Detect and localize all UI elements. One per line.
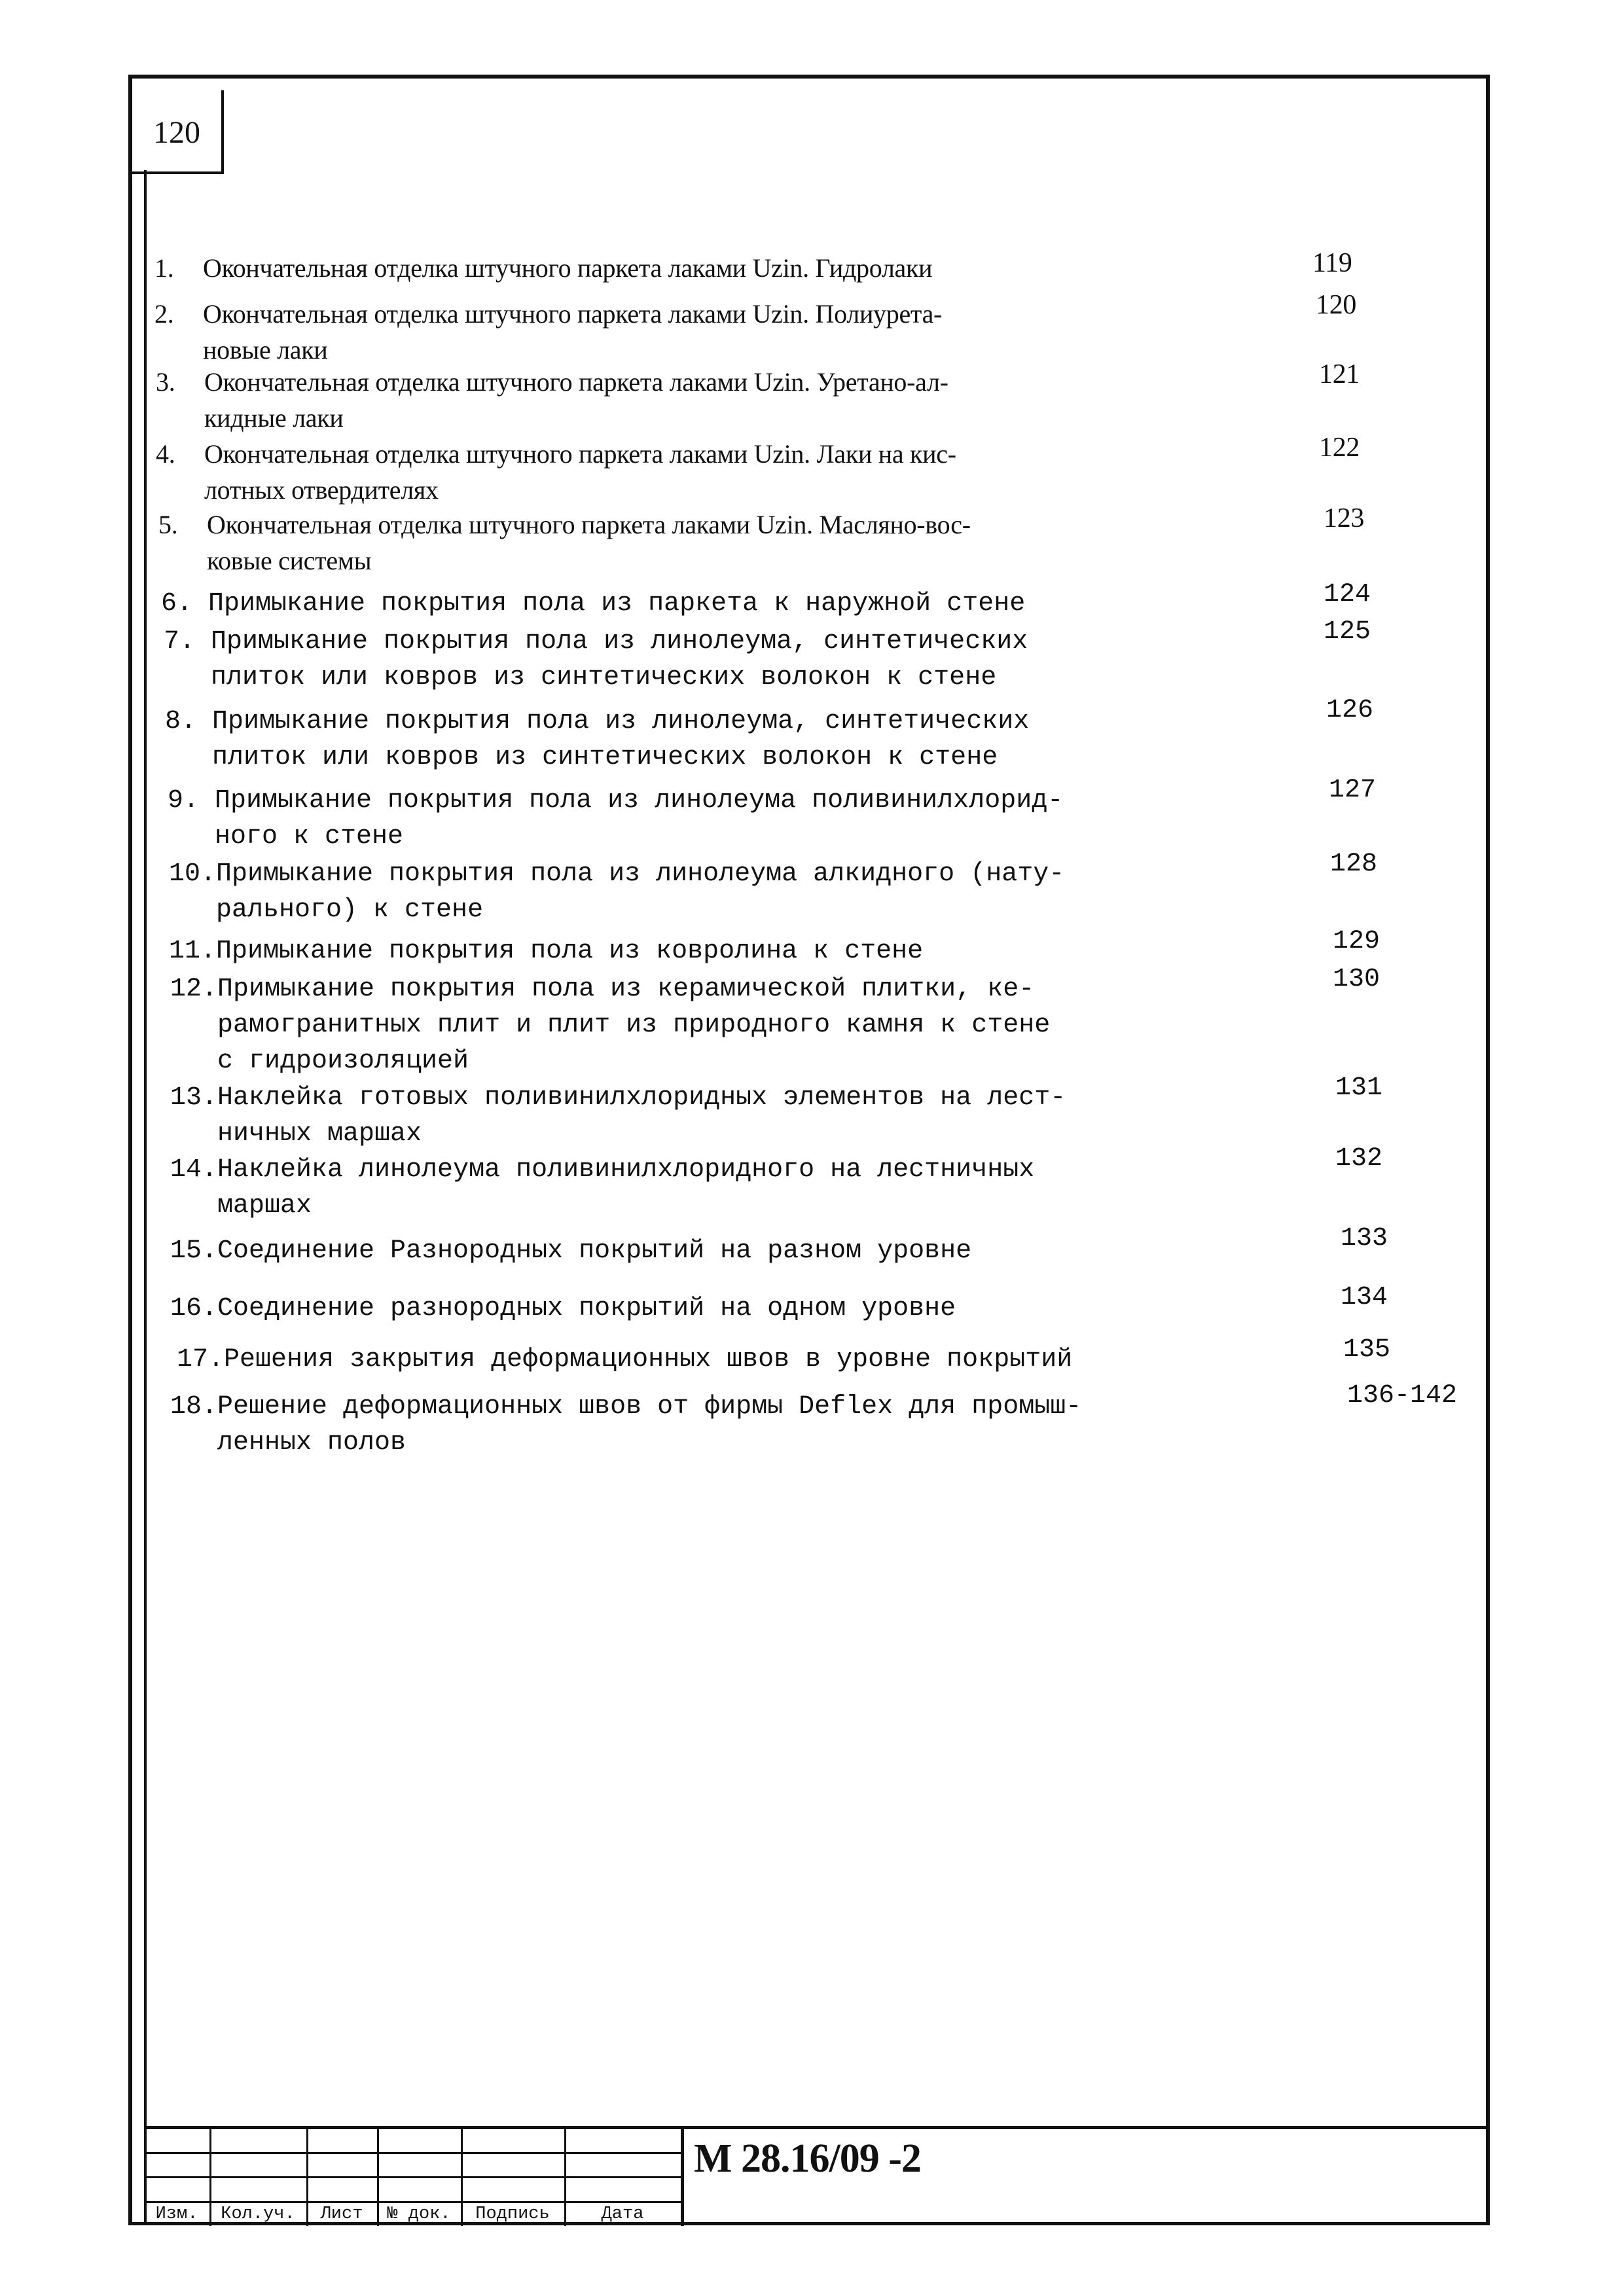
toc-item-page: 127 xyxy=(1329,776,1377,805)
toc-item-line xyxy=(170,1233,971,1269)
toc-item-page: 123 xyxy=(1324,503,1365,533)
toc-item xyxy=(164,624,1028,696)
toc-item-title: плиток или ковров из синтетических волокон к стене xyxy=(212,743,998,772)
page-number-box xyxy=(132,90,224,174)
inner-margin-line xyxy=(144,170,147,2225)
toc-item xyxy=(154,296,942,368)
toc-item-line xyxy=(170,1116,1066,1152)
toc-item-title: Решения закрытия деформационных швов в уровне покрытий xyxy=(224,1345,1073,1374)
toc-item-title: Наклейка линолеума поливинилхлоридного на лестничных xyxy=(217,1155,1035,1185)
toc-item-page: 132 xyxy=(1335,1144,1383,1174)
toc-item-title: Примыкание покрытия пола из линолеума алкидного (нату- xyxy=(216,859,1065,889)
toc-item-line xyxy=(164,624,1028,660)
toc-item-line xyxy=(177,1342,1072,1378)
toc-item-title: рамогранитных плит и плит из природного камня к стене xyxy=(217,1011,1051,1040)
label-doc-number: № док. xyxy=(387,2204,451,2224)
toc-item xyxy=(161,586,1025,622)
toc-item-title: с гидроизоляцией xyxy=(217,1047,469,1076)
toc-item-number: 8. xyxy=(165,707,197,736)
toc-item xyxy=(156,436,956,508)
toc-item xyxy=(170,1080,1066,1152)
toc-item-page: 125 xyxy=(1324,617,1371,647)
toc-item-title: Примыкание покрытия пола из ковролина к стене xyxy=(216,937,924,966)
toc-item xyxy=(154,250,932,286)
toc-item-number: 2. xyxy=(154,299,174,329)
toc-item-title: маршах xyxy=(217,1191,312,1221)
toc-item-line xyxy=(158,507,971,543)
toc-item-title: Соединение разнородных покрытий на одном уровне xyxy=(217,1294,956,1323)
toc-item-title: новые лаки xyxy=(203,335,328,365)
toc-item-line xyxy=(169,856,1064,892)
toc-item-page: 133 xyxy=(1341,1224,1388,1253)
toc-item xyxy=(158,507,971,579)
toc-item-title: Примыкание покрытия пола из керамической плитки, ке- xyxy=(217,975,1035,1004)
toc-item-line xyxy=(170,1425,1081,1461)
toc-item-number: 7. xyxy=(164,627,196,656)
toc-item xyxy=(170,1152,1034,1224)
toc-item-title: Примыкание покрытия пола из линолеума, синтетических xyxy=(212,707,1030,736)
toc-item-line xyxy=(154,332,942,368)
toc-item-page: 131 xyxy=(1335,1073,1383,1103)
toc-item-page: 134 xyxy=(1341,1283,1388,1312)
toc-item xyxy=(165,704,1029,776)
toc-item xyxy=(170,1389,1081,1461)
toc-item xyxy=(170,971,1050,1079)
toc-item-line xyxy=(156,472,956,508)
toc-item-title: Окончательная отделка штучного паркета лаками Uzin. Масляно-вос- xyxy=(207,510,971,539)
toc-item-line xyxy=(168,819,1063,855)
toc-item-title: плиток или ковров из синтетических волокон к стене xyxy=(211,663,997,692)
toc-item-number: 17. xyxy=(177,1345,225,1374)
toc-item-line xyxy=(154,296,942,332)
toc-item-number: 1. xyxy=(154,253,174,283)
toc-item-line xyxy=(170,1080,1066,1116)
label-izm: Изм. xyxy=(155,2204,198,2224)
toc-item-line xyxy=(170,1007,1050,1043)
toc-item-number: 4. xyxy=(156,439,175,469)
label-kol-uch: Кол.уч. xyxy=(221,2204,295,2224)
toc-item xyxy=(168,783,1063,855)
toc-item-line xyxy=(161,586,1025,622)
toc-item-title: ковые системы xyxy=(207,546,372,575)
toc-item-number: 9. xyxy=(168,786,200,816)
toc-item-line xyxy=(170,1291,956,1327)
toc-item-line xyxy=(156,400,948,436)
toc-item-title: Примыкание покрытия пола из линолеума поливинилхлорид- xyxy=(215,786,1064,816)
title-block-divider xyxy=(681,2129,684,2226)
toc-item-number: 3. xyxy=(156,367,175,397)
toc-item-number: 14. xyxy=(170,1155,218,1185)
toc-item-number: 15. xyxy=(170,1236,218,1266)
toc-item-page: 126 xyxy=(1326,696,1374,725)
grid-row-line xyxy=(144,2201,681,2203)
toc-item-number: 18. xyxy=(170,1392,218,1422)
toc-item-number: 6. xyxy=(161,589,193,619)
toc-item-line xyxy=(170,1188,1034,1224)
toc-item-line xyxy=(154,250,932,286)
toc-item-line xyxy=(165,704,1029,740)
toc-item-page: 121 xyxy=(1319,359,1360,389)
toc-item-title: Окончательная отделка штучного паркета лаками Uzin. Лаки на кис- xyxy=(204,439,956,469)
toc-item-number: 11. xyxy=(169,937,217,966)
toc-item-line xyxy=(170,1389,1081,1425)
toc-item-page: 120 xyxy=(1316,290,1357,320)
label-signature: Подпись xyxy=(475,2204,550,2224)
toc-item-line xyxy=(170,1152,1034,1188)
toc-item-line xyxy=(169,892,1064,928)
toc-item-page: 124 xyxy=(1324,580,1371,609)
toc-item-line xyxy=(156,436,956,472)
grid-row-line xyxy=(144,2152,681,2154)
toc-item-title: ленных полов xyxy=(217,1428,406,1458)
toc-item-page: 128 xyxy=(1330,850,1378,879)
toc-item-page: 130 xyxy=(1333,965,1380,994)
toc-item-title: Окончательная отделка штучного паркета лаками Uzin. Гидролаки xyxy=(203,253,933,283)
toc-item-title: Решение деформационных швов от фирмы Deflex для промыш- xyxy=(217,1392,1082,1422)
toc-item-line xyxy=(170,1043,1050,1079)
toc-item xyxy=(177,1342,1072,1378)
toc-item xyxy=(156,364,948,436)
toc-item-page: 122 xyxy=(1319,433,1360,463)
toc-item-line xyxy=(170,971,1050,1007)
grid-row-line xyxy=(144,2176,681,2178)
label-date: Дата xyxy=(601,2204,644,2224)
toc-item-title: Окончательная отделка штучного паркета лаками Uzin. Полиурета- xyxy=(203,299,943,329)
toc-item xyxy=(170,1233,971,1269)
toc-item-line xyxy=(165,740,1029,776)
toc-item-title: Наклейка готовых поливинилхлоридных элементов на лест- xyxy=(217,1083,1066,1113)
toc-item-page: 136-142 xyxy=(1347,1381,1458,1410)
page-number: 120 xyxy=(153,115,200,150)
toc-item-line xyxy=(158,543,971,579)
label-list: Лист xyxy=(320,2204,363,2224)
toc-item-line xyxy=(168,783,1063,819)
toc-item-title: кидные лаки xyxy=(204,403,344,433)
toc-item-number: 16. xyxy=(170,1294,218,1323)
toc-item-page: 119 xyxy=(1312,248,1352,278)
toc-item-title: лотных отвердителях xyxy=(204,475,439,505)
toc-item-line xyxy=(156,364,948,400)
toc-item-title: Соединение Разнородных покрытий на разном уровне xyxy=(217,1236,972,1266)
toc-item-number: 5. xyxy=(158,510,178,539)
title-block-grid xyxy=(144,2129,681,2226)
toc-item xyxy=(169,856,1064,928)
toc-item-number: 10. xyxy=(169,859,217,889)
toc-item-title: рального) к стене xyxy=(216,895,484,925)
toc-item-title: ничных маршах xyxy=(217,1119,422,1149)
toc-item xyxy=(169,933,923,969)
toc-item-title: Окончательная отделка штучного паркета лаками Uzin. Уретано-ал- xyxy=(204,367,948,397)
toc-item xyxy=(170,1291,956,1327)
toc-item-line xyxy=(164,660,1028,696)
toc-item-page: 135 xyxy=(1343,1335,1391,1365)
toc-item-title: Примыкание покрытия пола из паркета к наружной стене xyxy=(208,589,1026,619)
toc-item-title: Примыкание покрытия пола из линолеума, синтетических xyxy=(211,627,1028,656)
document-code: М 28.16/09 -2 xyxy=(694,2136,921,2181)
toc-item-title: ного к стене xyxy=(215,822,404,852)
toc-item-number: 13. xyxy=(170,1083,218,1113)
toc-item-page: 129 xyxy=(1333,927,1380,956)
toc-item-line xyxy=(169,933,923,969)
toc-item-number: 12. xyxy=(170,975,218,1004)
